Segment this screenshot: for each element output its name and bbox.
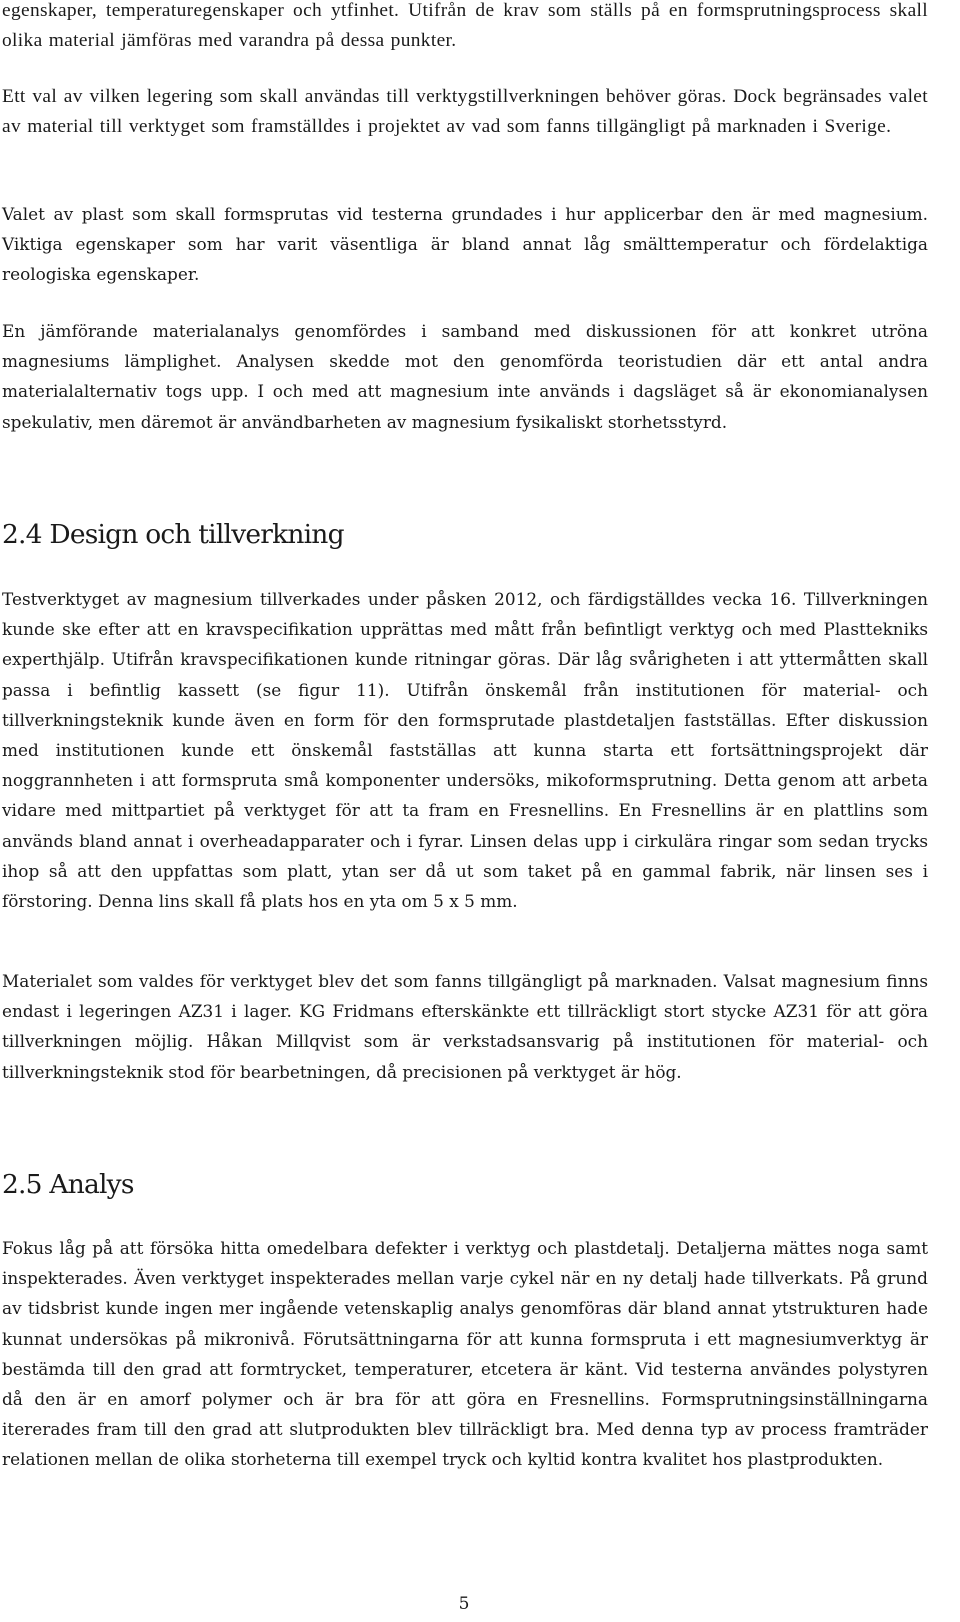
section-heading-analys: 2.5 Analys [2, 1169, 134, 1200]
page-number: 5 [458, 1594, 470, 1614]
paragraph-design-1: Testverktyget av magnesium tillverkades under påsken 2012, och färdigställdes vecka 16. Tillverkningen kunde ske efter att en kravspecifikation upprättas med mått från befintligt verktyg och med Plasttekniks experthjälp. Utifrån kravspecifikationen kunde ritningar göras. Där låg svårigheten i att yttermåtten skall passa i befintlig kassett (se figur 11). Utifrån önskemål från institutionen för material- och tillverkningsteknik kunde även en form för den formsprutade plastdetaljen fastställas. Efter diskussion med institutionen kunde ett önskemål fastställas att kunna starta ett fortsättningsprojekt där noggrannheten i att formspruta små komponenter undersöks, mikoformsprutning. Detta genom att arbeta vidare med mittpartiet på verktyget för att ta fram en Fresnellins. En Fresnellins är en plattlins som används bland annat i overheadapparater och i fyrar. Linsen delas upp i cirkulära ringar som sedan trycks ihop så att den uppfattas som platt, ytan ser då ut som taket på en gammal fabrik, när linsen ses i förstoring. Denna lins skall få plats hos en yta om 5 x 5 mm. [2, 589, 928, 912]
paragraph-intro-2: Ett val av vilken legering som skall användas till verktygstillverkningen behöver göras. Dock begränsades valet av material till verktyget som framställdes i projektet av vad som fanns tillgängligt på marknaden i Sverige. [2, 86, 928, 137]
paragraph-analys-1: Fokus låg på att försöka hitta omedelbara defekter i verktyg och plastdetalj. Detaljerna mättes noga samt inspekterades. Även verktyget inspekterades mellan varje cykel när en ny detalj hade tillverkats. På grund av tidsbrist kunde ingen mer ingående vetenskaplig analys genomföras där bland annat ytstrukturen hade kunnat undersökas på mikronivå. Förutsättningarna för att kunna formspruta i ett magnesiumverktyg är bestämda till den grad att formtrycket, temperaturer, etcetera är känt. Vid testerna användes polystyren då den är en amorf polymer och är bra för att göra en Fresnellins. Formsprutningsinställningarna itererades fram till den grad att slutprodukten blev tillräckligt bra. Med denna typ av process framträder relationen mellan de olika storheterna till exempel tryck och kyltid kontra kvalitet hos plastprodukten. [2, 1238, 928, 1470]
paragraph-design-2: Materialet som valdes för verktyget blev det som fanns tillgängligt på marknaden. Valsat magnesium finns endast i legeringen AZ31 i lager. KG Fridmans efterskänkte ett tillräckligt stort stycke AZ31 för att göra tillverkningen möjlig. Håkan Millqvist som är verkstadsansvarig på institutionen för material- och tillverkningsteknik stod för bearbetningen, då precisionen på verktyget är hög. [2, 971, 928, 1082]
paragraph-intro-1: egenskaper, temperaturegenskaper och ytfinhet. Utifrån de krav som ställs på en formsprutningsprocess skall olika material jämföras med varandra på dessa punkter. [2, 0, 928, 51]
paragraph-material-2: En jämförande materialanalys genomfördes i samband med diskussionen för att konkret utröna magnesiums lämplighet. Analysen skedde mot den genomförda teoristudien där ett antal andra materialalternativ togs upp. I och med att magnesium inte används i dagsläget så är ekonomianalysen spekulativ, men däremot är användbarheten av magnesium fysikaliskt storhetsstyrd. [2, 321, 928, 432]
paragraph-material-1: Valet av plast som skall formsprutas vid testerna grundades i hur applicerbar den är med magnesium. Viktiga egenskaper som har varit väsentliga är bland annat låg smälttemperatur och fördelaktiga reologiska egenskaper. [2, 204, 928, 285]
section-heading-design: 2.4 Design och tillverkning [2, 519, 344, 550]
